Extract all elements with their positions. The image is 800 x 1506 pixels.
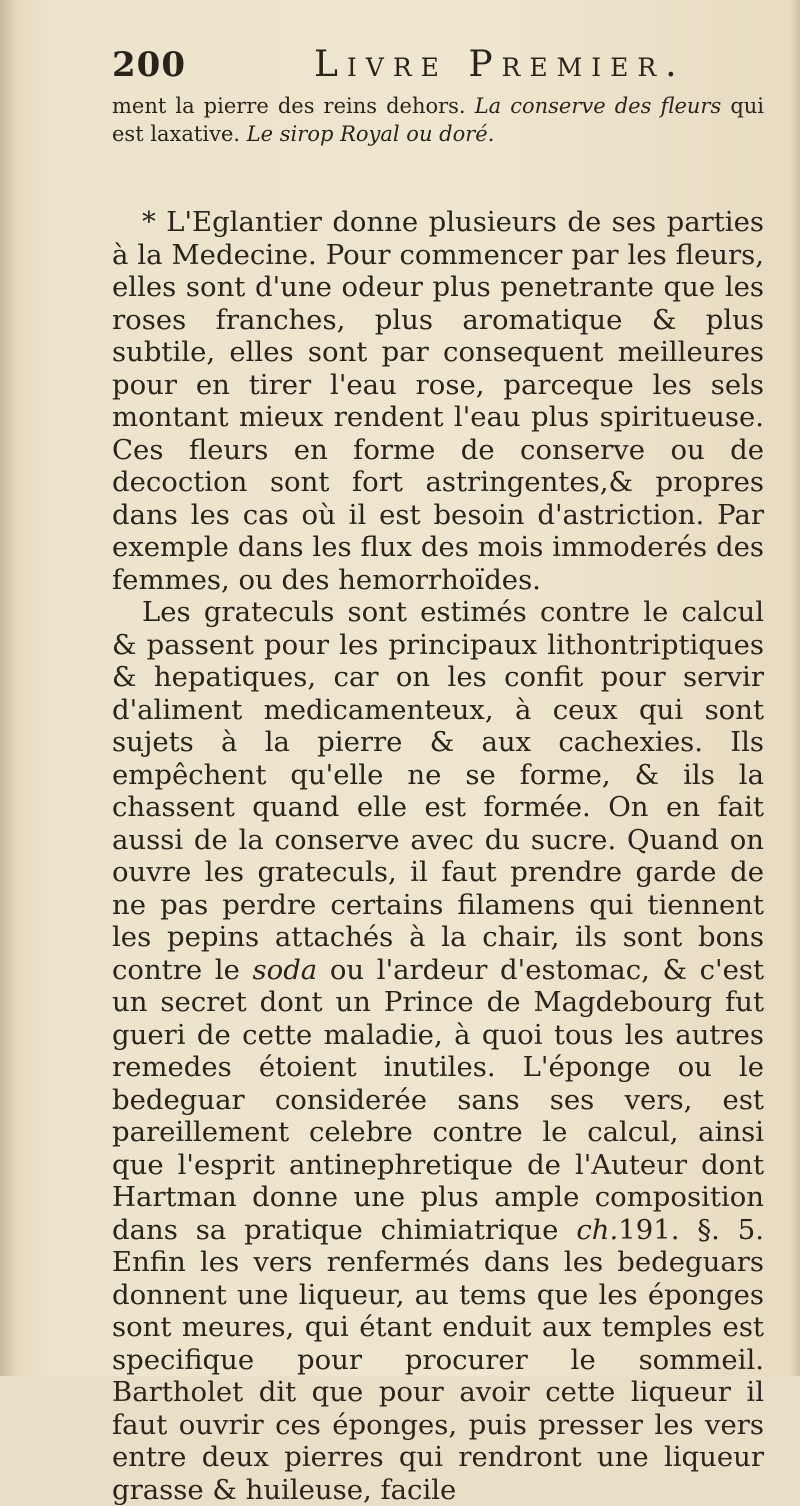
paragraph-eglantier: * L'Eglantier donne plusieurs de ses parties à la Medecine. Pour commencer par les fleurs, elles sont d'une odeur plus penetrante que les roses franches, plus aromatique & plus subtile, elles sont par consequent meilleures pour en tirer l'eau rose, parceque les sels montant mieux rendent l'eau plus spiritueuse. Ces fleurs en forme de conserve ou de decoction sont fort astringentes,& propres dans les cas où il est besoin d'astriction. Par exemple dans les flux des mois immoderés des femmes, ou des hemorrhoïdes. [112, 206, 764, 596]
intro-text-2: qui est laxative. [112, 94, 764, 146]
paragraph-grateculs-part-a: Les grateculs sont estimés contre le calcul & passent pour les principaux lithontriptiques & hepatiques, car on les confit pour servir d'aliment medicamenteux, à ceux qui sont sujets à la pierre & aux cachexies. Ils empêchent qu'elle ne se forme, & ils la chassent quand elle est formée. On en fait aussi de la conserve avec du sucre. Quand on ouvre les grateculs, il faut prendre garde de ne pas perdre certains filamens qui tiennent les pepins attachés à la chair, ils sont bons contre le [112, 596, 764, 986]
italic-soda: soda [252, 953, 318, 986]
intro-italic-1: La conserve des fleurs [474, 94, 722, 118]
paragraph-grateculs-part-b: ou l'ardeur d'estomac, & c'est un secret dont un Prince de Magdebourg fut gueri de cette maladie, à quoi tous les autres remedes étoient inutiles. L'éponge ou le bedeguar considerée sans ses vers, est pareillement celebre contre le calcul, ainsi que l'esprit antinephretique de l'Auteur dont Hartman donne une plus ample composition dans sa pratique chimiatrique [112, 953, 765, 1246]
page-number: 200 [112, 45, 186, 85]
paragraph-grateculs-part-c: 191. §. 5. Enfin les vers renfermés dans les bedeguars donnent une liqueur, au tems que les éponges sont meures, qui étant enduit aux temples est specifique pour procurer le sommeil. Bartholet dit que pour avoir cette liqueur il faut ouvrir ces éponges, puis presser les vers entre deux pierres qui rendront une liqueur grasse & huileuse, facile [112, 1213, 764, 1506]
running-title: Livre Premier. [313, 44, 686, 85]
gutter-shadow [0, 0, 18, 1376]
paragraph-grateculs [112, 596, 764, 1506]
body-text [112, 92, 764, 1506]
page-edge-shadow [790, 0, 800, 1376]
page-header [112, 44, 772, 88]
intro-text-1: ment la pierre des reins dehors. [112, 94, 466, 118]
italic-chapter: ch. [576, 1213, 619, 1246]
intro-italic-2: Le sirop Royal ou doré. [246, 122, 495, 146]
intro-lines [112, 92, 764, 148]
